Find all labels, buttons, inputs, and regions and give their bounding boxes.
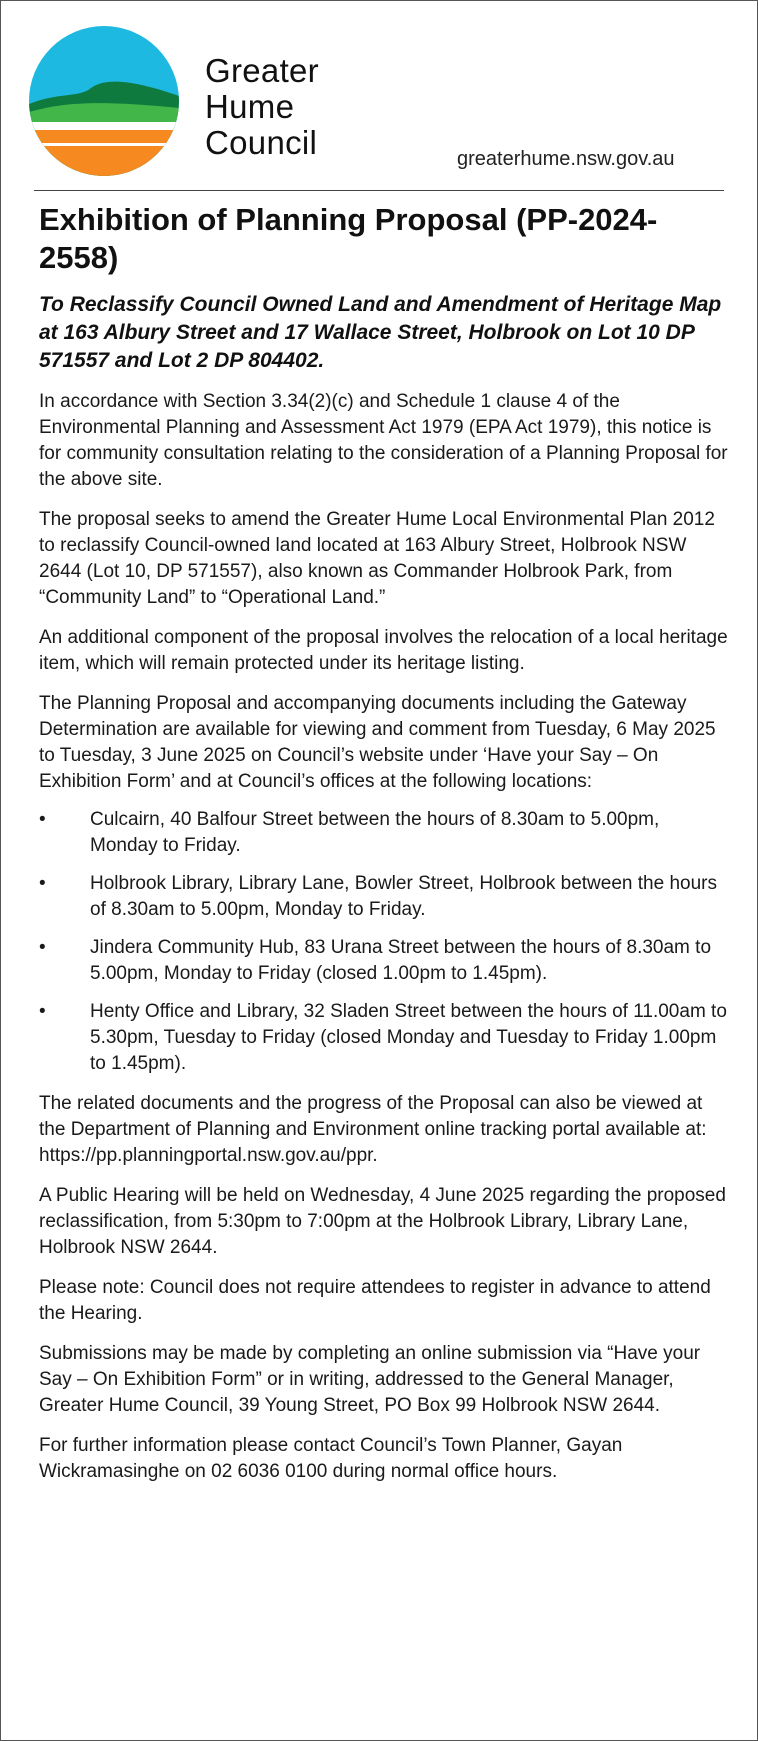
brand-line-1: Greater bbox=[205, 52, 319, 89]
header-divider bbox=[34, 190, 724, 191]
list-item bbox=[39, 935, 729, 987]
list-item bbox=[39, 807, 729, 859]
logo-band bbox=[29, 122, 179, 130]
council-logo-icon bbox=[29, 26, 179, 176]
paragraph-hearing: A Public Hearing will be held on Wednesday, 4 June 2025 regarding the proposed reclassification, from 5:30pm to 7:00pm at the Holbrook Library, Library Lane, Holbrook NSW 2644. bbox=[39, 1185, 726, 1258]
paragraph-heritage: An additional component of the proposal involves the relocation of a local heritage item, which will remain protected under its heritage listing. bbox=[39, 627, 728, 674]
paragraph-portal: The related documents and the progress of the Proposal can also be viewed at the Department of Planning and Environment online tracking portal available at: https://pp.planningportal.nsw.gov.au/ppr. bbox=[39, 1093, 707, 1166]
list-item bbox=[39, 871, 729, 923]
website-url[interactable]: greaterhume.nsw.gov.au bbox=[457, 148, 675, 170]
location-text: Culcairn, 40 Balfour Street between the hours of 8.30am to 5.00pm, Monday to Friday. bbox=[90, 809, 660, 856]
locations-list bbox=[39, 807, 729, 1077]
bullet: • bbox=[39, 809, 46, 830]
paragraph-exhibition: The Planning Proposal and accompanying documents including the Gateway Determination are available for viewing and comment from Tuesday, 6 May 2025 to Tuesday, 3 June 2025 on Council’s website under ‘Have your Say – On Exhibition Form’ and at Council’s offices at the following locations: bbox=[39, 693, 716, 792]
notice-body bbox=[39, 201, 729, 1485]
notice-subtitle: To Reclassify Council Owned Land and Amendment of Heritage Map at 163 Albury Street and 17 Wallace Street, Holbrook on Lot 10 DP 571557 and Lot 2 DP 804402. bbox=[39, 293, 722, 372]
notice-title: Exhibition of Planning Proposal (PP-2024-2558) bbox=[39, 202, 658, 275]
paragraph-proposal: The proposal seeks to amend the Greater Hume Local Environmental Plan 2012 to reclassify Council-owned land located at 163 Albury Street, Holbrook NSW 2644 (Lot 10, DP 571557), also known as Commander Holbrook Park, from “Community Land” to “Operational Land.” bbox=[39, 509, 715, 608]
list-item bbox=[39, 999, 729, 1077]
location-text: Henty Office and Library, 32 Sladen Street between the hours of 11.00am to 5.30pm, Tuesday to Friday (closed Monday and Tuesday to Friday 1.00pm to 1.45pm). bbox=[90, 1001, 727, 1074]
bullet: • bbox=[39, 937, 46, 958]
brand-line-3: Council bbox=[205, 124, 318, 161]
bullet: • bbox=[39, 873, 46, 894]
paragraph-contact: For further information please contact Council’s Town Planner, Gayan Wickramasinghe on 02 6036 0100 during normal office hours. bbox=[39, 1435, 623, 1482]
paragraph-submissions: Submissions may be made by completing an online submission via “Have your Say – On Exhibition Form” or in writing, addressed to the General Manager, Greater Hume Council, 39 Young Street, PO Box 99 Holbrook NSW 2644. bbox=[39, 1343, 701, 1416]
logo-sun bbox=[29, 130, 179, 176]
paragraph-legislation: In accordance with Section 3.34(2)(c) and Schedule 1 clause 4 of the Environmental Planning and Assessment Act 1979 (EPA Act 1979), this notice is for community consultation relating to the consideration of a Planning Proposal for the above site. bbox=[39, 391, 728, 490]
brand-line-2: Hume bbox=[205, 88, 295, 125]
logo-stripe-1 bbox=[29, 143, 179, 146]
header bbox=[1, 1, 757, 191]
paragraph-registration: Please note: Council does not require attendees to register in advance to attend the Hearing. bbox=[39, 1277, 711, 1324]
location-text: Jindera Community Hub, 83 Urana Street between the hours of 8.30am to 5.00pm, Monday to Friday (closed 1.00pm to 1.45pm). bbox=[90, 937, 712, 984]
council-name bbox=[205, 53, 319, 161]
location-text: Holbrook Library, Library Lane, Bowler Street, Holbrook between the hours of 8.30am to 5.00pm, Monday to Friday. bbox=[90, 873, 717, 920]
bullet: • bbox=[39, 1001, 46, 1022]
